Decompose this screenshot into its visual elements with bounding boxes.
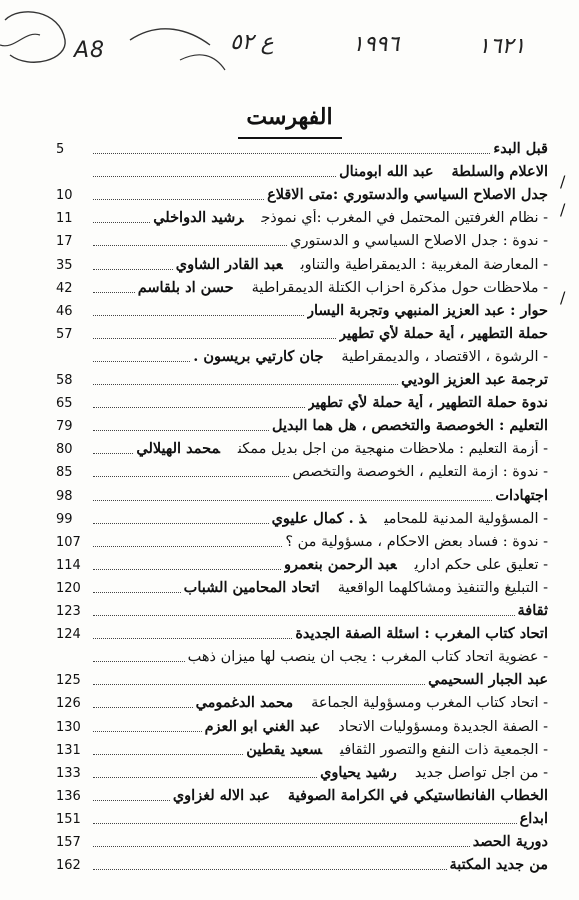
toc-entry-author: عبد القادر الشاوي: [175, 255, 283, 273]
toc-page-number: 162: [56, 858, 81, 874]
toc-entry: [196, 694, 548, 712]
toc-page-number: 46: [56, 303, 73, 319]
toc-dot-leader: [93, 661, 185, 662]
toc-row: [56, 321, 548, 343]
toc-dot-leader: [93, 222, 150, 223]
toc-entry: [290, 232, 548, 250]
toc-dot-leader: [93, 269, 173, 270]
toc-entry-title: - الجمعية ذات النفع والتصور الثقافي: [339, 741, 548, 758]
toc-entry-author: محمد الدغمومي: [195, 694, 294, 712]
toc-row: [56, 436, 548, 458]
toc-page-number: 65: [56, 396, 73, 412]
toc-dot-leader: [93, 500, 492, 501]
toc-page-number: 99: [56, 511, 73, 527]
toc-dot-leader: [93, 523, 269, 524]
handwritten-code-far-right: ١٦٢١: [478, 34, 526, 59]
toc-entry: [176, 256, 548, 274]
toc-page-number: 130: [56, 719, 81, 735]
toc-dot-leader: [93, 361, 190, 362]
toc-row: [56, 760, 548, 782]
toc-entry-author: رشيد يحياوي: [320, 763, 397, 781]
toc-entry-title: - ندوة : ازمة التعليم ، الخوصصة والتخصص: [292, 464, 548, 481]
toc-entry: [153, 209, 548, 227]
toc-entry: [518, 602, 549, 620]
toc-row: [56, 159, 548, 181]
toc-dot-leader: [93, 153, 490, 154]
toc-page-number: 151: [56, 811, 81, 827]
toc-entry: [272, 417, 548, 435]
toc-dot-leader: [93, 823, 517, 824]
toc-row: [56, 621, 548, 643]
toc-entry: [193, 348, 548, 366]
toc-entry: [339, 325, 548, 343]
toc-page-number: 107: [56, 534, 81, 550]
toc-entry-title: اتحاد كتاب المغرب : اسئلة الصفة الجديدة: [295, 625, 548, 643]
toc-entry-author: عبد الرحمن بنعمرو: [283, 555, 397, 573]
toc-entry-title: ثقافة: [517, 602, 548, 619]
toc-row: [56, 413, 548, 435]
toc-entry: [339, 163, 548, 181]
toc-dot-leader: [93, 453, 133, 454]
toc-dot-leader: [93, 731, 202, 732]
toc-row: [56, 829, 548, 851]
toc-dot-leader: [93, 638, 292, 639]
toc-entry-title: ابداع: [519, 809, 548, 827]
toc-page-number: 114: [56, 557, 81, 573]
toc-page-number: 125: [56, 673, 81, 689]
toc-page-number: 157: [56, 835, 81, 850]
toc-entry-author: جان كارتيي بريسون .: [193, 347, 324, 365]
toc-entry-title: - تعليق على حكم اداري: [414, 556, 548, 573]
toc-page-number: 80: [56, 442, 73, 458]
toc-row: [56, 737, 548, 759]
toc-entry-author: عبد الله ابومنال: [339, 163, 434, 181]
toc-row: [56, 552, 548, 574]
toc-page-number: 98: [56, 488, 73, 504]
toc-entry-title: جدل الاصلاح السياسي والدستوري :متى الاقلاع: [267, 186, 548, 204]
toc-entry-title: - المسؤولية المدنية للمحامي: [384, 510, 548, 527]
toc-row: [56, 344, 548, 366]
toc-entry-title: - التبليغ والتنفيذ ومشاكلهما الواقعية: [337, 579, 548, 596]
toc-entry-title: ندوة حملة التطهير ، أية حملة لأي تطهير: [307, 394, 548, 412]
toc-page-number: 42: [56, 280, 73, 296]
toc-entry: [292, 463, 548, 481]
toc-dot-leader: [93, 292, 135, 293]
toc-dot-leader: [93, 338, 336, 339]
toc-page-number: 5: [56, 142, 65, 157]
toc-dot-leader: [93, 684, 425, 685]
margin-mark: /: [560, 172, 566, 191]
toc-row: [56, 690, 548, 712]
toc-entry: [401, 371, 548, 389]
toc-page-number: 11: [56, 211, 73, 227]
toc-entry: [205, 718, 548, 736]
toc-row: [56, 529, 548, 551]
toc-row: [56, 228, 548, 250]
toc-entry-title: - اتحاد كتاب المغرب ومسؤولية الجماعة: [311, 695, 548, 712]
toc-entry: [272, 510, 548, 528]
margin-mark: /: [560, 200, 566, 219]
toc-row: [56, 205, 548, 227]
toc-row: [56, 667, 548, 689]
toc-page-number: 17: [56, 234, 73, 250]
margin-mark: /: [560, 288, 566, 307]
toc-entry: [184, 579, 548, 597]
toc-dot-leader: [93, 176, 336, 177]
toc-row: [56, 298, 548, 320]
toc-dot-leader: [93, 707, 193, 708]
toc-row: [56, 852, 548, 874]
handwritten-code-right: ١٩٩٦: [352, 32, 400, 57]
toc-entry: [493, 140, 548, 158]
toc-entry-title: حملة التطهير ، أية حملة لأي تطهير: [338, 324, 548, 342]
toc-entry-author: رشيد الدواخلي: [153, 209, 244, 227]
toc-row: [56, 506, 548, 528]
toc-row: [56, 275, 548, 297]
toc-entry-title: - ملاحظات حول مذكرة احزاب الكتلة الديمقراطية: [251, 279, 548, 296]
toc-dot-leader: [93, 615, 515, 616]
toc-dot-leader: [93, 800, 170, 801]
toc-page-number: 133: [56, 765, 81, 781]
toc-entry-title: - من اجل تواصل جديد: [414, 764, 548, 781]
toc-entry-title: - أزمة التعليم : ملاحظات منهجية من اجل بديل ممكن: [237, 441, 548, 458]
toc-entry-title: دورية الحصد: [472, 833, 548, 850]
toc-row: [56, 806, 548, 828]
toc-entry: [138, 279, 548, 297]
toc-entry-title: ترجمة عبد العزيز الوديي: [401, 371, 548, 388]
toc-page-number: 136: [56, 788, 81, 804]
toc-dot-leader: [93, 430, 269, 431]
toc-entry-author: اتحاد المحامين الشباب: [183, 578, 320, 596]
toc-entry-title: - المعارضة المغربية : الديمقراطية والتناوب: [300, 256, 548, 273]
toc-entry-author: حسن اد بلقاسم: [137, 278, 234, 296]
toc-entry-author: محمد الهيلالي: [136, 440, 220, 458]
toc-dot-leader: [93, 546, 282, 547]
toc-entry: [320, 764, 548, 782]
toc-entry: [495, 487, 548, 505]
toc-entry: [284, 556, 548, 574]
toc-row: [56, 714, 548, 736]
toc-entry-title: - الرشوة ، الاقتصاد ، والديمقراطية: [341, 348, 548, 365]
toc-entry-author: عبد الاله لغزاوي: [172, 786, 270, 804]
toc-page-number: 10: [56, 188, 73, 204]
toc-entry: [308, 394, 548, 412]
toc-page-number: 120: [56, 580, 81, 596]
toc-dot-leader: [93, 869, 447, 870]
toc-entry-title: - نظام الغرفتين المحتمل في المغرب :أي نموذج: [261, 210, 548, 227]
toc-entry: [188, 648, 548, 666]
toc-dot-leader: [93, 476, 289, 477]
toc-entry-title: من جديد المكتبة: [449, 856, 548, 874]
page-title: الفهرست: [246, 104, 333, 130]
toc-dot-leader: [93, 569, 281, 570]
toc-entry: [173, 787, 548, 805]
toc-entry-title: قبل البدء: [493, 140, 548, 157]
handwritten-code-left: A8: [74, 38, 106, 63]
toc-row: [56, 459, 548, 481]
toc-row: [56, 483, 548, 505]
toc-entry: [267, 186, 548, 204]
toc-page-number: 57: [56, 326, 73, 342]
toc-entry: [136, 440, 548, 458]
toc-page-number: 79: [56, 419, 73, 435]
toc-dot-leader: [93, 384, 398, 385]
toc-dot-leader: [93, 846, 470, 847]
toc-entry-title: اجتهادات: [495, 486, 548, 504]
toc-entry-title: الاعلام والسلطة: [451, 163, 548, 181]
toc-row: [56, 367, 548, 389]
toc-dot-leader: [93, 315, 304, 316]
toc-entry-title: - ندوة : جدل الاصلاح السياسي و الدستوري: [290, 233, 548, 250]
toc-dot-leader: [93, 245, 287, 246]
toc-page-number: 85: [56, 465, 73, 481]
toc-entry-author: ذ . كمال عليوي: [271, 509, 367, 527]
toc-entry: [246, 741, 548, 759]
toc-row: [56, 136, 548, 158]
toc-dot-leader: [93, 592, 181, 593]
toc-page-number: 126: [56, 696, 81, 712]
toc-entry: [428, 671, 548, 689]
toc-entry-author: سعيد يقطين: [246, 740, 322, 758]
toc-row: [56, 390, 548, 412]
toc-dot-leader: [93, 777, 317, 778]
toc-entry-title: - الصفة الجديدة ومسؤوليات الاتحاد: [338, 718, 548, 735]
toc-page-number: 35: [56, 257, 73, 273]
toc-entry: [473, 833, 548, 851]
toc-entry: [307, 302, 548, 320]
toc-page-number: 124: [56, 627, 81, 643]
toc-dot-leader: [93, 754, 243, 755]
toc-row: [56, 182, 548, 204]
handwritten-code-mid: ع ٥٢: [230, 30, 274, 55]
toc-row: [56, 644, 548, 666]
toc-entry-author: عبد الغني ابو العزم: [204, 717, 321, 735]
toc-entry: [450, 856, 548, 874]
toc-entry: [295, 625, 548, 643]
toc-row: [56, 598, 548, 620]
toc-dot-leader: [93, 407, 305, 408]
toc-page-number: 123: [56, 604, 81, 619]
toc-row: [56, 252, 548, 274]
toc-entry-title: الخطاب الفانطاستيكي في الكرامة الصوفية: [287, 786, 548, 804]
toc-entry-title: - عضوية اتحاد كتاب المغرب : يجب ان ينصب لها ميزان ذهب: [187, 649, 548, 666]
toc-row: [56, 575, 548, 597]
toc-row: [56, 783, 548, 805]
toc-dot-leader: [93, 199, 264, 200]
toc-page-number: 131: [56, 742, 81, 758]
toc-entry-title: حوار : عبد العزيز المنبهي وتجربة اليسار: [307, 301, 548, 319]
toc-page-number: 58: [56, 373, 73, 388]
toc-entry-title: عبد الجبار السحيمي: [428, 671, 548, 689]
toc-entry-title: - ندوة : فساد بعض الاحكام ، مسؤولية من ؟: [285, 533, 548, 550]
toc-entry-title: التعليم : الخوصصة والتخصص ، هل هما البديل: [271, 417, 548, 435]
toc-entry: [520, 810, 548, 828]
toc-entry: [285, 533, 548, 551]
